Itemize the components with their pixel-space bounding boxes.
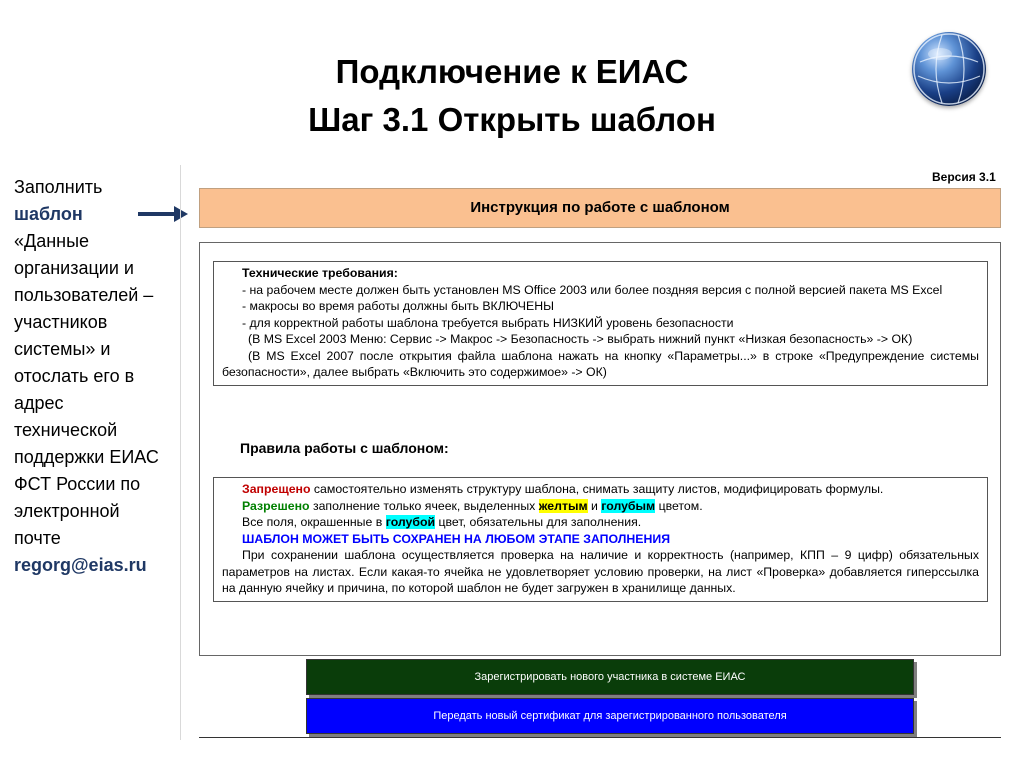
- send-certificate-button[interactable]: Передать новый сертификат для зарегистрированного пользователя: [306, 698, 914, 734]
- save-note: ШАБЛОН МОЖЕТ БЫТЬ СОХРАНЕН НА ЛЮБОМ ЭТАПЕ ЗАПОЛНЕНИЯ: [242, 531, 671, 546]
- side-highlight: шаблон: [14, 204, 83, 224]
- rule-fields: [222, 514, 979, 531]
- arrow-right-icon: [138, 203, 190, 225]
- tech-line-4: (В MS Excel 2003 Меню: Сервис -> Макрос -> Безопасность -> выбрать нижний пункт «Низкая безопасность» -> ОК): [248, 332, 913, 346]
- allowed-text-1: заполнение только ячеек, выделенных: [312, 498, 536, 513]
- tech-line-3: - для корректной работы шаблона требуется выбрать НИЗКИЙ уровень безопасности: [242, 315, 734, 330]
- and-word: и: [590, 498, 598, 513]
- fields-text-1: Все поля, окрашенные в: [242, 515, 383, 529]
- slide-subtitle: Шаг 3.1 Открыть шаблон: [308, 101, 716, 138]
- instructions-header: Инструкция по работе с шаблоном: [199, 188, 1001, 228]
- side-text-2: «Данные организации и пользователей – участников системы» и отослать его в адрес технической поддержки ЕИАС ФСТ России по электронной почте: [14, 231, 159, 548]
- rule-allowed: [222, 498, 979, 515]
- version-label: Версия 3.1: [932, 170, 996, 184]
- register-participant-button[interactable]: Зарегистрировать нового участника в системе ЕИАС: [306, 659, 914, 695]
- yellow-highlight: желтым: [538, 498, 588, 513]
- blue-highlight-2: голубой: [385, 515, 436, 529]
- tech-requirements-box: [213, 261, 988, 386]
- rules-heading: Правила работы с шаблоном:: [240, 440, 449, 456]
- side-text-1: Заполнить: [14, 177, 103, 197]
- rule-forbidden: [222, 481, 979, 498]
- forbidden-text: самостоятельно изменять структуру шаблона, снимать защиту листов, модифицировать формулы.: [313, 482, 884, 496]
- tech-heading: Технические требования:: [242, 266, 398, 280]
- allowed-text-2: цветом.: [658, 498, 703, 513]
- tech-line-5: (В MS Excel 2007 после открытия файла шаблона нажать на кнопку «Параметры...» в строке «Предупреждение системы безопасности», далее выбрать «Включить это содержимое» -> ОК): [222, 348, 979, 379]
- tech-line-2: - макросы во время работы должны быть ВКЛЮЧЕНЫ: [242, 299, 554, 313]
- bottom-divider: [199, 737, 1001, 738]
- slide-title: Подключение к ЕИАС: [335, 53, 689, 90]
- allowed-label: Разрешено: [242, 498, 310, 513]
- divider: [180, 165, 181, 740]
- tech-line-1: - на рабочем месте должен быть установлен MS Office 2003 или более поздняя версия с полной версией пакета MS Excel: [242, 282, 943, 297]
- blue-highlight: голубым: [601, 498, 656, 513]
- support-email-link[interactable]: regorg@eias.ru: [14, 555, 147, 575]
- side-instructions: [14, 174, 164, 579]
- fields-text-2: цвет, обязательны для заполнения.: [438, 515, 642, 529]
- globe-icon: [912, 32, 986, 106]
- check-text: При сохранении шаблона осуществляется проверка на наличие и корректность (например, КПП – 9 цифр) обязательных параметров на листах. Если какая-то ячейка не удовлетворяет условию проверки, на лист «Проверка» добавляется гиперссылка на данную ячейку и причина, по которой шаблон не будет загружен в хранилище данных.: [222, 548, 979, 595]
- forbidden-label: Запрещено: [242, 482, 311, 496]
- rules-box: [213, 477, 988, 602]
